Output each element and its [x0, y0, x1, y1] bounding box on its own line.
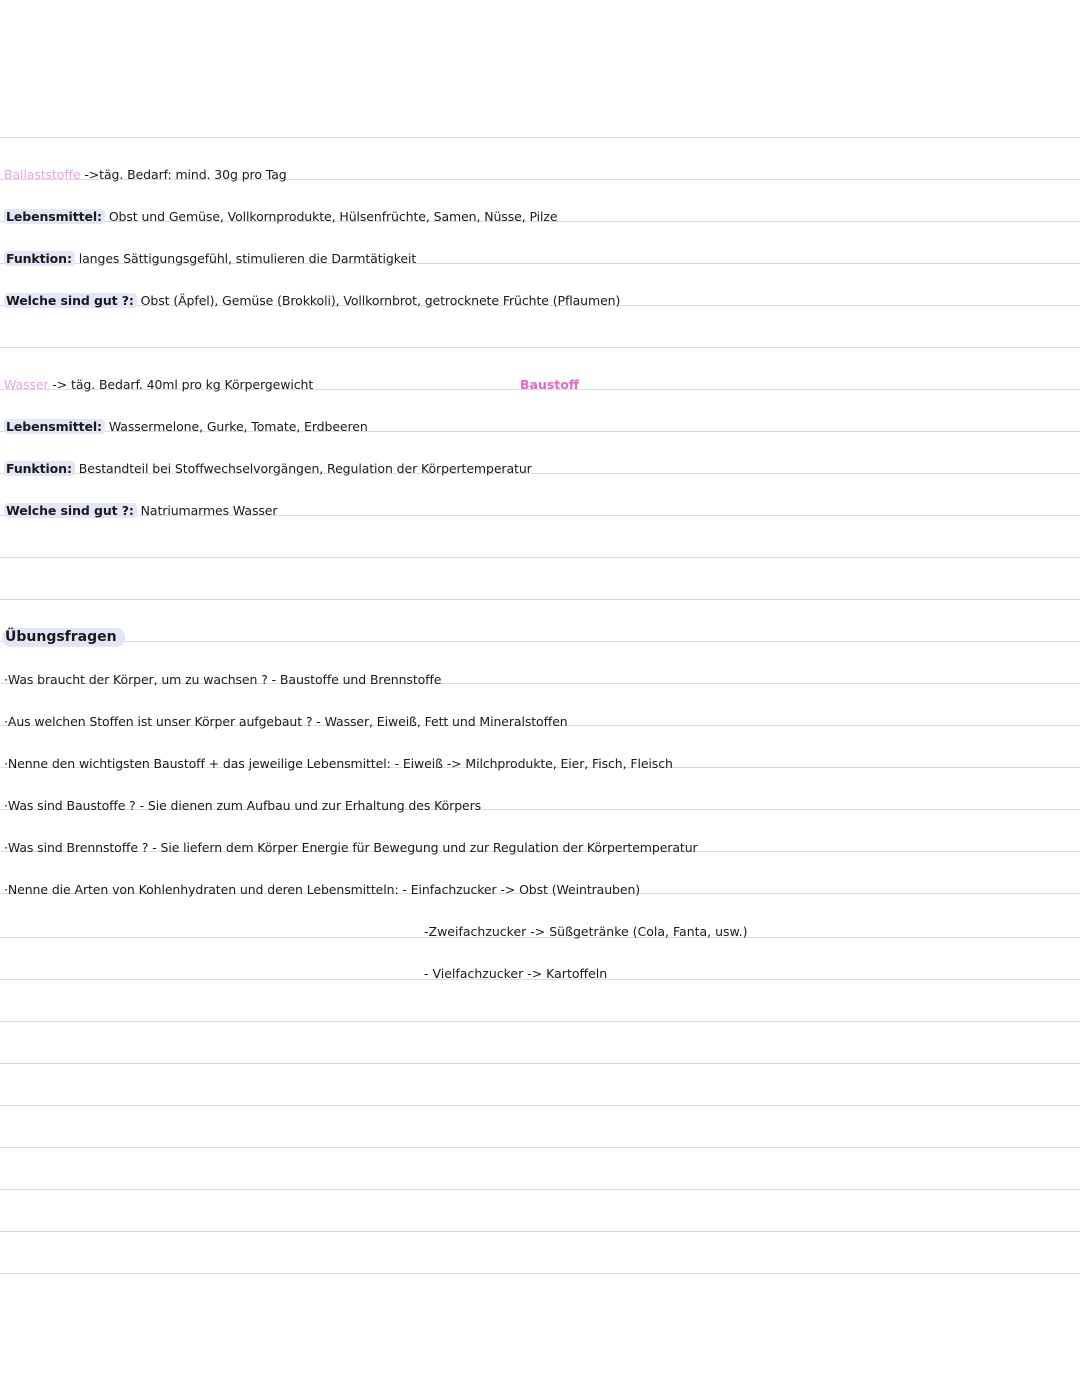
- ruled-line: [0, 1189, 1080, 1190]
- question-item: ·Nenne den wichtigsten Baustoff + das jeweilige Lebensmittel: - Eiweiß -> Milchprodukte, Eier, Fisch, Fleisch: [4, 756, 673, 771]
- wasser-heading: [4, 377, 313, 393]
- lebensmittel-value: Wassermelone, Gurke, Tomate, Erdbeeren: [108, 419, 368, 434]
- ruled-line: [0, 1021, 1080, 1022]
- wasser-funktion-row: [4, 461, 532, 477]
- gut-label: Welche sind gut ?:: [4, 293, 137, 308]
- question-item: ·Was braucht der Körper, um zu wachsen ? - Baustoffe und Brennstoffe: [4, 672, 442, 687]
- gut-label: Welche sind gut ?:: [4, 503, 137, 518]
- ruled-line: [0, 347, 1080, 348]
- funktion-label: Funktion:: [4, 461, 75, 476]
- ballaststoffe-lebensmittel-row: [4, 209, 557, 225]
- baustoff-tag: Baustoff: [520, 377, 579, 392]
- funktion-label: Funktion:: [4, 251, 75, 266]
- ballaststoffe-bedarf: ->täg. Bedarf: mind. 30g pro Tag: [84, 167, 287, 182]
- ruled-line: [0, 1063, 1080, 1064]
- ballaststoffe-gut-row: [4, 293, 620, 309]
- uebungsfragen-title: Übungsfragen: [2, 628, 125, 647]
- ruled-line: [0, 1105, 1080, 1106]
- ruled-line: [0, 641, 1080, 642]
- ballaststoffe-funktion-row: [4, 251, 416, 267]
- ruled-line: [0, 137, 1080, 138]
- wasser-bedarf: -> täg. Bedarf. 40ml pro kg Körpergewicht: [52, 377, 314, 392]
- question-item: ·Was sind Baustoffe ? - Sie dienen zum Aufbau und zur Erhaltung des Körpers: [4, 798, 482, 813]
- wasser-gut-row: [4, 503, 277, 519]
- question-item: ·Nenne die Arten von Kohlenhydraten und deren Lebensmitteln: - Einfachzucker -> Obst (Weintrauben): [4, 882, 641, 897]
- question-item: ·Was sind Brennstoffe ? - Sie liefern dem Körper Energie für Bewegung und zur Regulation der Körpertemperatur: [4, 840, 698, 855]
- funktion-value: langes Sättigungsgefühl, stimulieren die Darmtätigkeit: [78, 251, 417, 266]
- ballaststoffe-title: Ballaststoffe: [4, 167, 81, 182]
- lebensmittel-value: Obst und Gemüse, Vollkornprodukte, Hülsenfrüchte, Samen, Nüsse, Pilze: [108, 209, 558, 224]
- question-sub-item: - Vielfachzucker -> Kartoffeln: [424, 966, 608, 981]
- question-sub-item: -Zweifachzucker -> Süßgetränke (Cola, Fanta, usw.): [424, 924, 748, 939]
- lebensmittel-label: Lebensmittel:: [4, 209, 105, 224]
- funktion-value: Bestandteil bei Stoffwechselvorgängen, Regulation der Körpertemperatur: [78, 461, 532, 476]
- ruled-line: [0, 1273, 1080, 1274]
- lebensmittel-label: Lebensmittel:: [4, 419, 105, 434]
- ballaststoffe-heading: [4, 167, 287, 183]
- ruled-line: [0, 1147, 1080, 1148]
- question-item: ·Aus welchen Stoffen ist unser Körper aufgebaut ? - Wasser, Eiweiß, Fett und Mineralstoffen: [4, 714, 568, 729]
- ruled-line: [0, 599, 1080, 600]
- wasser-title: Wasser: [4, 377, 49, 392]
- gut-value: Obst (Äpfel), Gemüse (Brokkoli), Vollkornbrot, getrocknete Früchte (Pflaumen): [140, 293, 621, 308]
- ruled-line: [0, 557, 1080, 558]
- ruled-line: [0, 1231, 1080, 1232]
- wasser-lebensmittel-row: [4, 419, 368, 435]
- gut-value: Natriumarmes Wasser: [140, 503, 278, 518]
